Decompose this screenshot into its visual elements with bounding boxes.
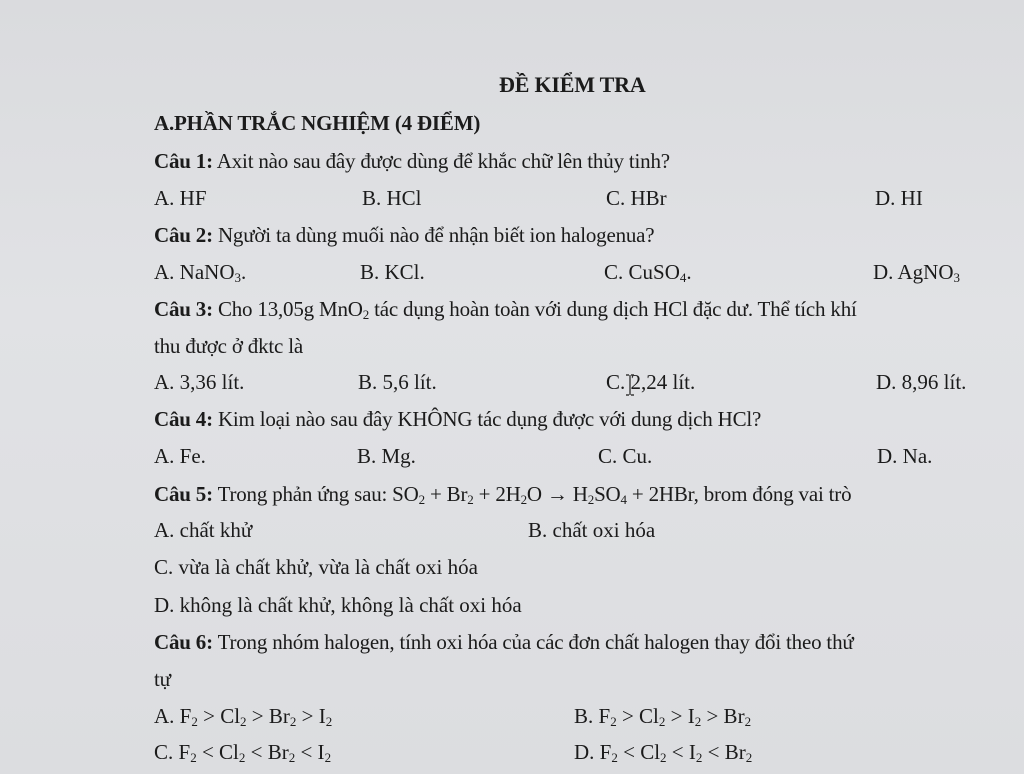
- subscript: 2: [611, 750, 618, 765]
- question-label: Câu 2:: [154, 223, 213, 247]
- q5-option-d: D. không là chất khử, không là chất oxi hóa: [154, 593, 522, 617]
- q6-option-c: [154, 739, 331, 765]
- q4-option-d: D. Na.: [877, 444, 933, 468]
- subscript: 3: [953, 270, 961, 285]
- question-text-part: SO: [594, 482, 621, 506]
- question-6-continuation: tự: [154, 667, 171, 691]
- subscript: 4: [620, 492, 627, 507]
- question-text: Trong nhóm halogen, tính oxi hóa của các đơn chất halogen thay đổi theo thứ: [217, 630, 854, 654]
- option-text: > Cl: [616, 704, 659, 728]
- q1-option-b: B. HCl: [362, 186, 422, 210]
- question-text: [218, 297, 857, 321]
- q3-option-d: D. 8,96 lít.: [876, 370, 967, 394]
- question-1: [154, 148, 670, 174]
- option-text: > Br: [701, 704, 745, 728]
- section-heading: A.PHẦN TRẮC NGHIỆM (4 ĐIỂM): [154, 111, 481, 135]
- page-title: ĐỀ KIỂM TRA: [499, 72, 646, 97]
- option-text: > I: [296, 704, 326, 728]
- question-text-part: Cho 13,05g MnO: [217, 297, 363, 321]
- question-text: Axit nào sau đây được dùng để khắc chữ lên thủy tinh?: [216, 149, 670, 173]
- option-text: A. F: [154, 704, 192, 728]
- question-text-part: Trong phản ứng sau: SO: [217, 482, 419, 506]
- subscript: 2: [325, 714, 333, 729]
- option-text: > Br: [246, 704, 290, 728]
- subscript: 2: [658, 714, 666, 729]
- question-label: Câu 3:: [154, 297, 213, 321]
- option-text: C. CuSO: [604, 260, 680, 284]
- question-text-part: tác dụng hoàn toàn với dung dịch HCl đặc dư. Thể tích khí: [369, 297, 857, 321]
- q2-option-a: [154, 259, 246, 285]
- question-text: Kim loại nào sau đây KHÔNG tác dụng được với dung dịch HCl?: [217, 407, 762, 431]
- q6-option-d: [574, 739, 752, 765]
- option-text: D. F: [574, 740, 612, 764]
- question-label: Câu 5:: [154, 482, 213, 506]
- question-3: [154, 296, 857, 322]
- question-label: Câu 6:: [154, 630, 213, 654]
- subscript: 2: [660, 750, 667, 765]
- question-text: Người ta dùng muối nào để nhận biết ion halogenua?: [217, 223, 655, 247]
- subscript: 2: [745, 750, 753, 765]
- question-text-part: + Br: [424, 482, 468, 506]
- subscript: 4: [679, 270, 687, 285]
- q2-option-b: B. KCl.: [360, 260, 425, 284]
- option-suffix: .: [240, 260, 247, 284]
- q4-option-c: C. Cu.: [598, 444, 653, 468]
- option-suffix: .: [686, 260, 692, 284]
- q4-option-b: B. Mg.: [357, 444, 416, 468]
- option-text: C. F: [154, 740, 191, 764]
- subscript: 2: [191, 714, 198, 729]
- question-text-part: O → H: [526, 482, 588, 506]
- option-text: < Cl: [617, 740, 661, 764]
- q4-option-a: A. Fe.: [154, 444, 206, 468]
- option-text: < Br: [245, 740, 289, 764]
- subscript: 2: [362, 307, 370, 322]
- subscript: 2: [587, 492, 595, 507]
- option-text: > I: [665, 704, 695, 728]
- subscript: 2: [694, 714, 702, 729]
- question-text-part: + 2H: [473, 482, 521, 506]
- q2-option-c: [604, 259, 692, 285]
- q5-option-a: A. chất khử: [154, 518, 253, 542]
- subscript: 2: [240, 714, 247, 729]
- option-text: A. NaNO: [154, 260, 235, 284]
- text-cursor-icon: [624, 374, 636, 396]
- question-6: [154, 629, 854, 655]
- question-5: [154, 481, 851, 507]
- q6-option-a: [154, 703, 332, 729]
- q1-option-c: C. HBr: [606, 186, 667, 210]
- option-text: B. F: [574, 704, 611, 728]
- option-text: < Br: [702, 740, 746, 764]
- subscript: 2: [418, 492, 425, 507]
- question-label: Câu 4:: [154, 407, 213, 431]
- q3-option-a: A. 3,36 lít.: [154, 370, 245, 394]
- subscript: 2: [695, 750, 703, 765]
- subscript: 2: [289, 714, 297, 729]
- question-text-part: + 2HBr, brom đóng vai trò: [626, 482, 852, 506]
- question-4: [154, 406, 761, 432]
- subscript: 2: [520, 492, 527, 507]
- subscript: 2: [324, 750, 332, 765]
- q5-option-c: C. vừa là chất khử, vừa là chất oxi hóa: [154, 555, 478, 579]
- option-text: < I: [666, 740, 696, 764]
- subscript: 2: [610, 714, 617, 729]
- q3-option-b: B. 5,6 lít.: [358, 370, 437, 394]
- option-text: > Cl: [197, 704, 241, 728]
- q1-option-a: A. HF: [154, 186, 207, 210]
- question-text: [218, 482, 852, 506]
- option-text: < I: [295, 740, 325, 764]
- subscript: 3: [234, 270, 241, 285]
- q6-option-b: [574, 703, 751, 729]
- option-text: D. AgNO: [873, 260, 954, 284]
- subscript: 2: [288, 750, 296, 765]
- option-text: < Cl: [196, 740, 239, 764]
- subscript: 2: [238, 750, 246, 765]
- subscript: 2: [467, 492, 474, 507]
- q1-option-d: D. HI: [875, 186, 923, 210]
- question-3-continuation: thu được ở đktc là: [154, 334, 303, 358]
- subscript: 2: [190, 750, 197, 765]
- question-label: Câu 1:: [154, 149, 213, 173]
- question-2: [154, 222, 654, 248]
- q3-option-c: C. 2,24 lít.: [606, 370, 696, 394]
- q2-option-d: [873, 259, 960, 285]
- q5-option-b: B. chất oxi hóa: [528, 518, 656, 542]
- subscript: 2: [744, 714, 752, 729]
